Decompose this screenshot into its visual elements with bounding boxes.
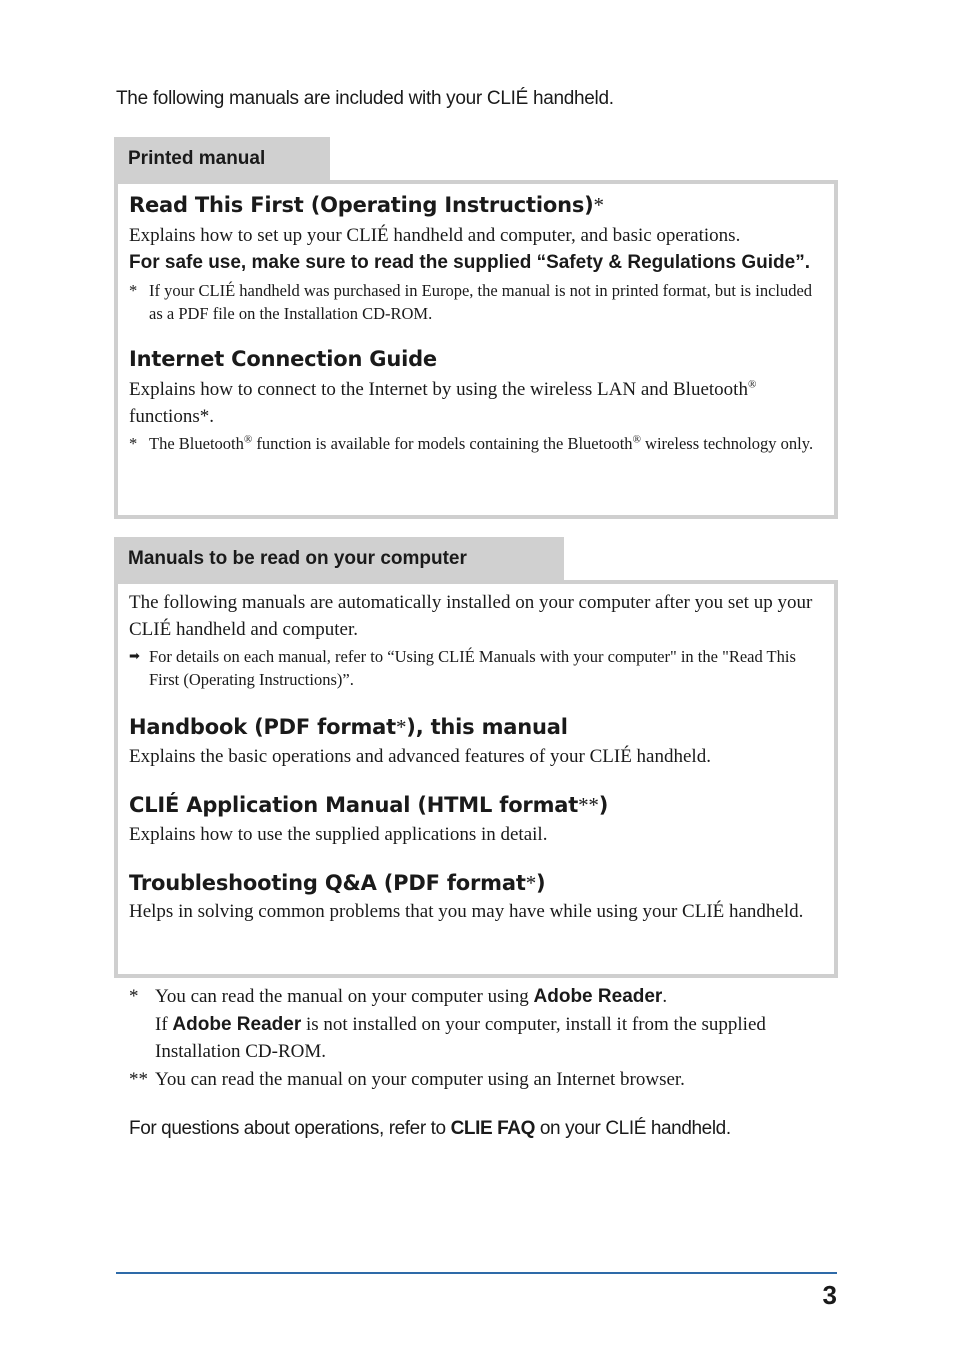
computer-manuals-box	[114, 580, 838, 978]
closing-text: For questions about operations, refer to CLIE FAQ on your CLIÉ handheld.	[129, 1118, 731, 1139]
safety-warning: For safe use, make sure to read the supplied “Safety & Regulations Guide”.	[129, 252, 811, 273]
intro-text: The following manuals are included with your CLIÉ handheld.	[116, 88, 614, 109]
footer-rule	[116, 1272, 837, 1274]
bluetooth-note: * The Bluetooth® function is available for models containing the Bluetooth® wireless technology only.	[129, 433, 814, 453]
internet-guide-title: Internet Connection Guide	[129, 347, 437, 371]
troubleshooting-title: Troubleshooting Q&A (PDF format*)	[129, 871, 546, 895]
europe-note: * If your CLIÉ handheld was purchased in Europe, the manual is not in printed format, but is included as a PDF file on the Installation CD-ROM.	[129, 281, 813, 323]
clie-faq-label: CLIE FAQ	[450, 1118, 535, 1139]
arrow-icon: ➡	[129, 649, 140, 664]
printed-manual-box	[114, 180, 838, 519]
reference-note: ➡ For details on each manual, refer to “Using CLIÉ Manuals with your computer" in the "Read This First (Operating Instructions)”.	[129, 647, 796, 689]
computer-intro: The following manuals are automatically installed on your computer after you set up your CLIÉ handheld and computer.	[129, 592, 813, 640]
page-number: 3	[822, 1280, 837, 1310]
app-manual-desc: Explains how to use the supplied applications in detail.	[129, 824, 548, 845]
adobe-reader-label: Adobe Reader	[533, 986, 663, 1007]
footnote-double: ** You can read the manual on your computer using an Internet browser.	[129, 1068, 685, 1090]
troubleshooting-desc: Helps in solving common problems that you may have while using your CLIÉ handheld.	[129, 901, 804, 922]
internet-guide-desc: Explains how to connect to the Internet by using the wireless LAN and Bluetooth® functions*.	[129, 378, 757, 427]
printed-manual-tab: Printed manual	[114, 137, 330, 181]
read-first-desc: Explains how to set up your CLIÉ handheld and computer, and basic operations.	[129, 225, 741, 246]
app-manual-title: CLIÉ Application Manual (HTML format**)	[129, 793, 609, 817]
computer-manuals-tab: Manuals to be read on your computer	[114, 537, 564, 581]
footnote-single: * You can read the manual on your computer using Adobe Reader. If Adobe Reader is not installed on your computer, install it from the supplied Installation CD-ROM.	[129, 986, 766, 1062]
handbook-desc: Explains the basic operations and advanced features of your CLIÉ handheld.	[129, 746, 711, 767]
footnotes	[129, 983, 829, 1093]
read-first-title: Read This First (Operating Instructions)*	[129, 193, 604, 217]
handbook-title: Handbook (PDF format*), this manual	[129, 715, 568, 739]
